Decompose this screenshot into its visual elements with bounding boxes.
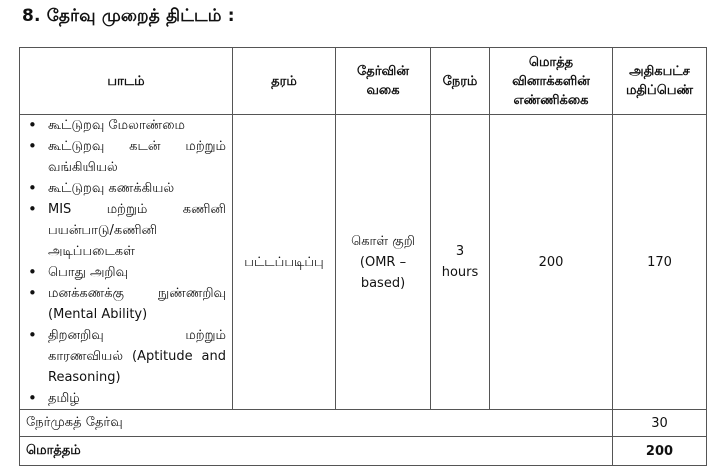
- section-heading: 8. தேர்வு முறைத் திட்டம் :: [22, 6, 235, 26]
- exam-type-cell: கொள் குறி (OMR –based): [336, 115, 431, 410]
- duration-value: 3: [455, 244, 465, 259]
- total-row: [20, 437, 707, 466]
- total-label: மொத்தம்: [20, 437, 613, 466]
- header-standard: தரம்: [233, 48, 336, 115]
- interview-row: [20, 410, 707, 437]
- subjects-cell: [20, 115, 233, 410]
- header-subject: பாடம்: [20, 48, 233, 115]
- total-marks: 200: [613, 437, 707, 466]
- header-max-marks: அதிகபட்ச மதிப்பெண்: [613, 48, 707, 115]
- duration-cell: [431, 115, 490, 410]
- subject-list: [26, 115, 226, 409]
- list-item: • கூட்டுறவு கடன் மற்றும் வங்கியியல்: [26, 136, 226, 178]
- standard-cell: பட்டப்படிப்பு: [233, 115, 336, 410]
- list-item: • கூட்டுறவு கணக்கியல்: [26, 178, 226, 199]
- header-duration: நேரம்: [431, 48, 490, 115]
- list-item: • மனக்கணக்கு நுண்ணறிவு (Mental Ability): [26, 283, 226, 325]
- list-item: • MIS மற்றும் கணினி பயன்பாடு/கணினி அடிப்படைகள்: [26, 199, 226, 262]
- header-exam-type: தேர்வின் வகை: [336, 48, 431, 115]
- header-total-questions: மொத்த வினாக்களின் எண்ணிக்கை: [490, 48, 613, 115]
- exam-scheme-table: [19, 47, 707, 466]
- table-row: [20, 115, 707, 410]
- interview-marks: 30: [613, 410, 707, 437]
- list-item: • கூட்டுறவு மேலாண்மை: [26, 115, 226, 136]
- max-marks-cell: 170: [613, 115, 707, 410]
- duration-unit: hours: [441, 265, 479, 280]
- header-row: [20, 48, 707, 115]
- list-item: • பொது அறிவு: [26, 262, 226, 283]
- list-item: • திறனறிவு மற்றும் காரணவியல் (Aptitude and Reasoning): [26, 325, 226, 388]
- interview-label: நேர்முகத் தேர்வு: [20, 410, 613, 437]
- list-item: • தமிழ்: [26, 388, 226, 409]
- total-questions-cell: 200: [490, 115, 613, 410]
